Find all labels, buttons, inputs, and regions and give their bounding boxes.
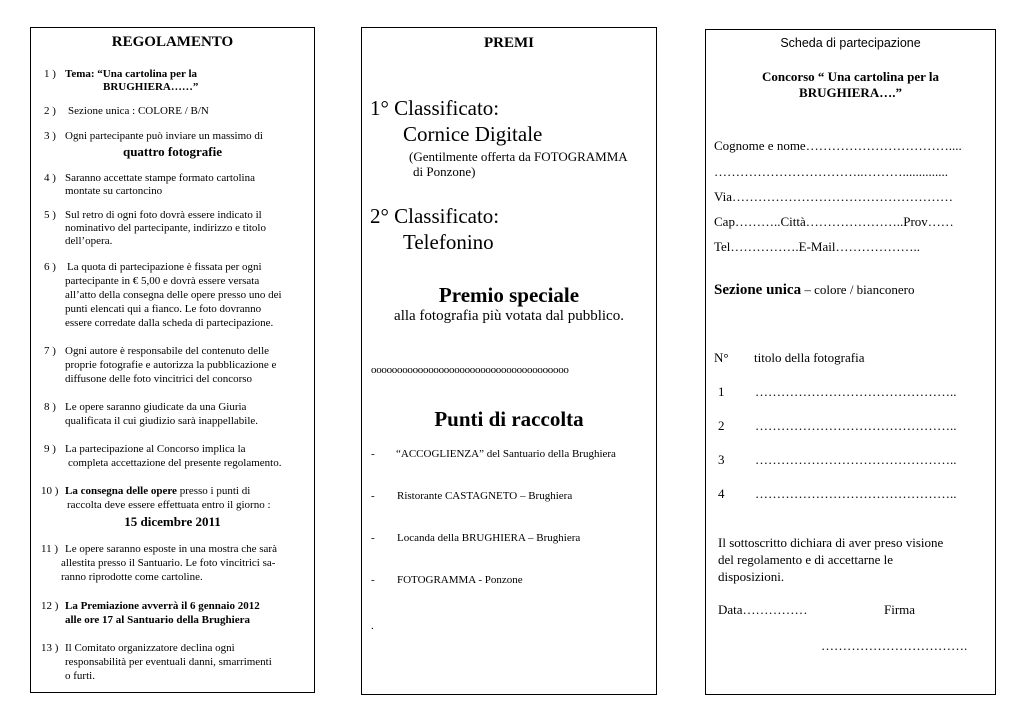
rule-line: Sezione unica : COLORE / B/N (68, 105, 209, 117)
rule-text (65, 485, 250, 499)
rule-line: raccolta deve essere effettuata entro il giorno : (67, 499, 271, 511)
rule-line: proprie fotografie e autorizza la pubblicazione e (65, 359, 277, 371)
rule-line: qualificata il cui giudizio sarà inappellabile. (65, 415, 259, 427)
photo-title-field[interactable]: ……………………………………….. (755, 452, 957, 467)
rule-emphasis: 15 dicembre 2011 (124, 514, 221, 529)
rule-line: allestita presso il Santuario. Le foto vincitrici sa- (61, 557, 276, 569)
photo-row-number: 2 (718, 418, 725, 433)
photo-title-field[interactable]: ……………………………………….. (755, 418, 957, 433)
rule-number: 6 ) (44, 261, 56, 273)
rule-number: 2 ) (44, 105, 56, 117)
field-continuation[interactable]: ……………………………..……….............. (714, 164, 948, 179)
special-prize-title: Premio speciale (438, 283, 580, 307)
firma-label: Firma (884, 602, 916, 617)
collection-point: Locanda della BRUGHIERA – Brughiera (397, 532, 581, 544)
photo-title-field[interactable]: ……………………………………….. (755, 384, 957, 399)
bullet: - (371, 490, 375, 502)
rule-line: Ogni autore è responsabile del contenuto delle (65, 345, 270, 357)
rule-number: 8 ) (44, 401, 56, 413)
rule-line: Il Comitato organizzatore declina ogni (65, 642, 235, 654)
bullet: - (371, 448, 375, 460)
rule-line: all’atto della consegna delle opere presso uno dei (65, 289, 282, 301)
first-prize-note: (Gentilmente offerta da FOTOGRAMMA (409, 149, 628, 164)
photo-row-number: 1 (718, 384, 725, 399)
photo-row-number: 4 (718, 486, 725, 501)
collection-point: Ristorante CASTAGNETO – Brughiera (397, 490, 573, 502)
rule-line: Saranno accettate stampe formato cartolina (65, 172, 255, 184)
scheda-header: Scheda di partecipazione (780, 36, 921, 50)
rule-line: dell’opera. (65, 235, 113, 247)
field-via[interactable]: Via…………………………………………… (714, 189, 953, 204)
rule-line: presso i punti di (176, 485, 251, 497)
first-place-label: 1° Classificato: (370, 96, 500, 120)
sezione-label: Sezione unica (714, 282, 802, 298)
rule-line: montate su cartoncino (65, 185, 163, 197)
scheda-panel (705, 29, 996, 695)
rule-line: o furti. (65, 670, 95, 682)
premi-title: PREMI (484, 35, 534, 51)
field-tel-email[interactable]: Tel…………….E-Mail……………….. (714, 239, 920, 254)
declaration-line: Il sottoscritto dichiara di aver preso visione (718, 535, 944, 550)
rule-number: 1 ) (44, 68, 56, 80)
sezione-options: – colore / bianconero (801, 282, 915, 297)
rule-number: 5 ) (44, 209, 56, 221)
concorso-title: BRUGHIERA….” (799, 85, 902, 100)
second-place-label: 2° Classificato: (370, 204, 500, 228)
photo-row-number: 3 (718, 452, 725, 467)
rule-line: Ogni partecipante può inviare un massimo di (65, 130, 263, 142)
rule-line: punti elencati qui a fianco. Le foto dovranno (65, 303, 262, 315)
rule-number: 4 ) (44, 172, 56, 184)
second-prize: Telefonino (403, 230, 494, 254)
photo-title-field[interactable]: ……………………………………….. (755, 486, 957, 501)
rule-number: 7 ) (44, 345, 56, 357)
rule-line: essere corredate dalla scheda di partecipazione. (65, 317, 274, 329)
rule-line: alle ore 17 al Santuario della Brughiera (65, 614, 250, 626)
rule-line: Sul retro di ogni foto dovrà essere indicato il (65, 209, 262, 221)
first-prize-note: di Ponzone) (413, 164, 476, 179)
rule-bold-prefix: La consegna delle opere (65, 485, 177, 497)
bullet: - (371, 574, 375, 586)
regolamento-panel (30, 27, 315, 693)
rule-line: La partecipazione al Concorso implica la (65, 443, 246, 455)
rule-line: partecipante in € 5,00 e dovrà essere versata (65, 275, 260, 287)
rule-line: Tema: “Una cartolina per la (65, 68, 197, 80)
rule-line: ranno riprodotte come cartoline. (61, 571, 203, 583)
declaration-line: del regolamento e di accettarne le (718, 552, 894, 567)
rule-number: 3 ) (44, 130, 56, 142)
rule-number: 10 ) (41, 485, 59, 497)
table-title-header: titolo della fotografia (754, 350, 865, 365)
field-cap-citta-prov[interactable]: Cap………..Città…………………..Prov…… (714, 214, 954, 229)
firma-field[interactable]: ……………………………. (821, 638, 968, 653)
special-prize-desc: alla fotografia più votata dal pubblico. (394, 308, 624, 324)
collection-point: “ACCOGLIENZA” del Santuario della Brughiera (396, 448, 616, 460)
premi-panel (361, 27, 657, 695)
rule-number: 12 ) (41, 600, 59, 612)
rule-line: completa accettazione del presente regolamento. (68, 457, 282, 469)
rule-line: Le opere saranno esposte in una mostra che sarà (65, 543, 277, 555)
trailing-dot: . (371, 620, 374, 632)
first-prize: Cornice Digitale (403, 122, 543, 146)
rule-line: BRUGHIERA……” (103, 81, 199, 93)
regolamento-title: REGOLAMENTO (111, 34, 234, 50)
rule-number: 13 ) (41, 642, 59, 654)
declaration-line: disposizioni. (718, 569, 785, 584)
data-field[interactable]: Data…………… (718, 602, 808, 617)
raccolta-title: Punti di raccolta (434, 407, 584, 431)
rule-line: responsabilità per eventuali danni, smarrimenti (65, 656, 272, 668)
rule-line: La quota di partecipazione è fissata per ogni (67, 261, 262, 273)
rule-line: La Premiazione avverrà il 6 gennaio 2012 (65, 600, 260, 612)
rule-emphasis: quattro fotografie (122, 144, 223, 159)
rule-line: diffusone delle foto vincitrici del concorso (65, 373, 253, 385)
sezione-line (714, 282, 914, 299)
bullet: - (371, 532, 375, 544)
concorso-title: Concorso “ Una cartolina per la (761, 69, 940, 84)
field-cognome-nome[interactable]: Cognome e nome…………………………….... (714, 138, 962, 153)
rule-number: 9 ) (44, 443, 56, 455)
rule-number: 11 ) (41, 543, 59, 555)
table-number-header: N° (714, 350, 729, 365)
collection-point: FOTOGRAMMA - Ponzone (397, 574, 523, 586)
rule-text (65, 68, 197, 82)
rule-line: nominativo del partecipante, indirizzo e titolo (65, 222, 266, 234)
rule-line: Le opere saranno giudicate da una Giuria (65, 401, 247, 413)
separator: oooooooooooooooooooooooooooooooooooooo (371, 364, 569, 376)
